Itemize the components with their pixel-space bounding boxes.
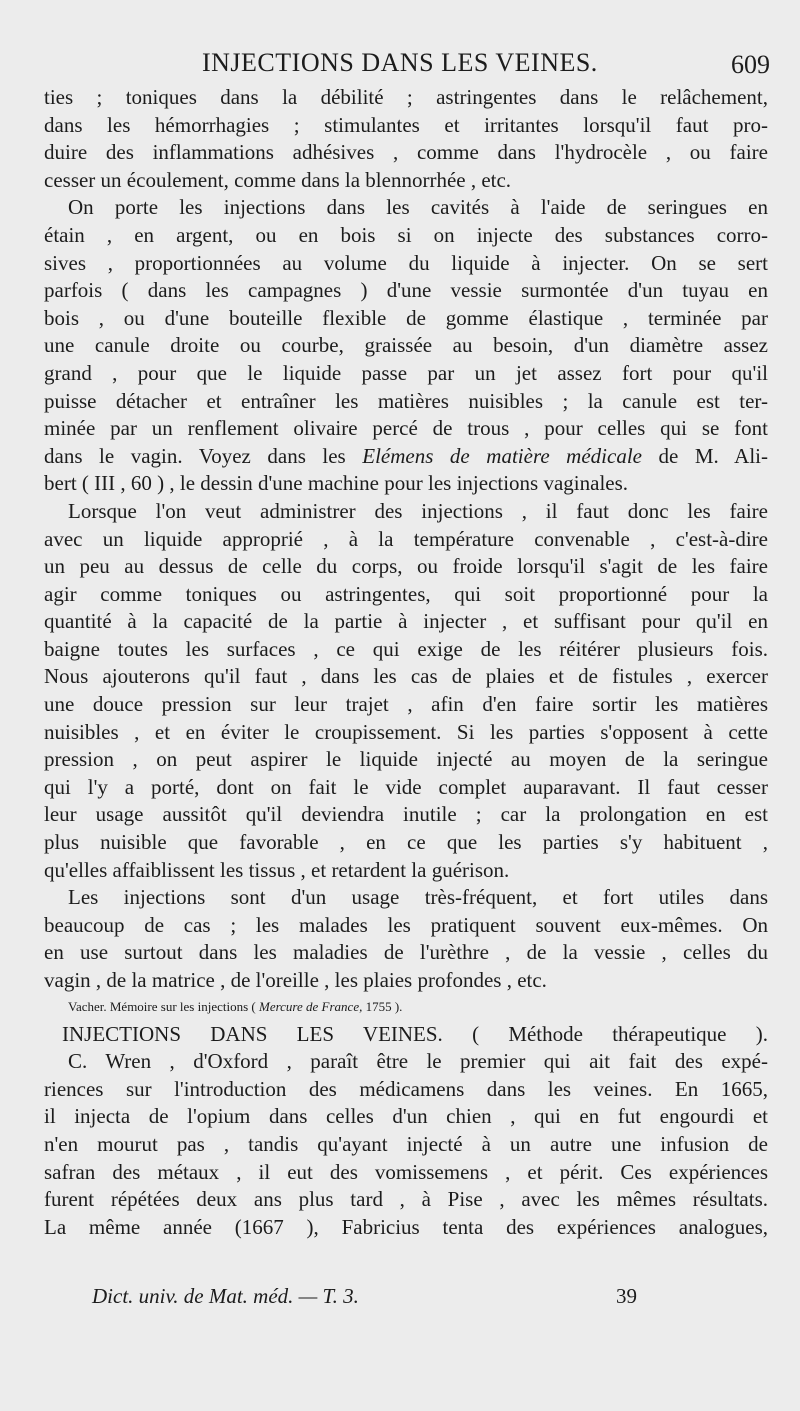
text-line: un peu au dessus de celle du corps, ou froide lorsqu'il s'agit de les faire <box>44 554 768 579</box>
text-line: qui l'y a porté, dont on fait le vide complet auparavant. Il faut cesser <box>44 774 768 799</box>
text-line: parfois ( dans les campagnes ) d'une vessie surmontée d'un tuyau en <box>44 278 768 303</box>
text-line: n'en mourut pas , tandis qu'ayant injecté à un autre une infusion de <box>44 1131 768 1156</box>
text-line: leur usage aussitôt qu'il deviendra inutile ; car la prolongation en est <box>44 802 768 827</box>
text-line: cesser un écoulement, comme dans la blennorrhée , etc. <box>44 167 512 192</box>
article-heading: INJECTIONS DANS LES VEINES. ( Méthode thérapeutique ). <box>62 1021 768 1046</box>
text-line: puisse détacher et entraîner les matières nuisibles ; la canule est ter- <box>44 388 768 413</box>
text-line: duire des inflammations adhésives , comme dans l'hydrocèle , ou faire <box>44 140 768 165</box>
text-line: agir comme toniques ou astringentes, qui soit proportionné pour la <box>44 581 768 606</box>
text-line: furent répétées deux ans plus tard , à Pise , avec les mêmes résultats. <box>44 1187 768 1212</box>
text-line: vagin , de la matrice , de l'oreille , les plaies profondes , etc. <box>44 968 547 992</box>
text-line: pression , on peut aspirer le liquide injecté au moyen de la seringue <box>44 747 768 772</box>
text-line: On porte les injections dans les cavités à l'aide de seringues en <box>68 195 768 220</box>
text-line: une canule droite ou courbe, graissée au besoin, d'un diamètre assez <box>44 333 768 358</box>
page-footer <box>92 1284 692 1314</box>
sheet-number: 39 <box>616 1284 637 1308</box>
text-line: beaucoup de cas ; les malades les pratiquent souvent eux-mêmes. On <box>44 912 768 937</box>
text-line: Nous ajouterons qu'il faut , dans les cas de plaies et de fistules , exercer <box>44 664 768 689</box>
text-line: plus nuisible que favorable , en ce que les parties s'y habituent , <box>44 830 768 855</box>
page-header <box>44 48 770 80</box>
text-line: bert ( III , 60 ) , le dessin d'une machine pour les injections vaginales. <box>44 471 629 496</box>
text-line: grand , pour que le liquide passe par un jet assez fort pour qu'il <box>44 360 768 385</box>
text-line: safran des métaux , il eut des vomissemens , et périt. Ces expériences <box>44 1159 768 1184</box>
running-title: INJECTIONS DANS LES VEINES. <box>202 48 598 77</box>
page-body <box>44 84 768 1241</box>
text-line: Lorsque l'on veut administrer des injections , il faut donc les faire <box>68 498 768 523</box>
reference-note: Vacher. Mémoire sur les injections ( Mercure de France, 1755 ). <box>68 998 403 1014</box>
text-line: Les injections sont d'un usage très-fréquent, et fort utiles dans <box>68 885 768 910</box>
text-line: en use surtout dans les maladies de l'urèthre , de la vessie , celles du <box>44 940 768 965</box>
text-line: quantité à la capacité de la partie à injecter , et suffisant pour qu'il en <box>44 609 768 634</box>
text-line: dans le vagin. Voyez dans les Elémens de matière médicale de M. Ali- <box>44 443 768 468</box>
text-line: sives , proportionnées au volume du liquide à injecter. On se sert <box>44 250 768 275</box>
text-line: qu'elles affaiblissent les tissus , et retardent la guérison. <box>44 857 510 882</box>
page-number: 609 <box>731 50 770 79</box>
text-line: ties ; toniques dans la débilité ; astringentes dans le relâchement, <box>44 85 768 109</box>
text-line: La même année (1667 ), Fabricius tenta des expériences analogues, <box>44 1214 768 1239</box>
text-line: une douce pression sur leur trajet , afin d'en faire sortir les matières <box>44 692 768 717</box>
text-line: dans les hémorrhagies ; stimulantes et irritantes lorsqu'il faut pro- <box>44 112 768 137</box>
signature-mark: Dict. univ. de Mat. méd. — T. 3. <box>92 1284 359 1308</box>
text-line: minée par un renflement olivaire percé de trous , pour celles qui se font <box>44 416 768 441</box>
text-line: avec un liquide approprié , à la température convenable , c'est-à-dire <box>44 526 768 551</box>
text-line: étain , en argent, ou en bois si on injecte des substances corro- <box>44 222 768 247</box>
text-line: nuisibles , et en éviter le croupissement. Si les parties s'opposent à cette <box>44 719 768 744</box>
text-line: il injecta de l'opium dans celles d'un chien , qui en fut engourdi et <box>44 1104 768 1129</box>
text-line: bois , ou d'une bouteille flexible de gomme élastique , terminée par <box>44 305 768 330</box>
text-line: riences sur l'introduction des médicamens dans les veines. En 1665, <box>44 1076 768 1101</box>
text-line: baigne toutes les surfaces , ce qui exige de les réitérer plusieurs fois. <box>44 636 768 661</box>
text-line: C. Wren , d'Oxford , paraît être le premier qui ait fait des expé- <box>68 1049 768 1074</box>
